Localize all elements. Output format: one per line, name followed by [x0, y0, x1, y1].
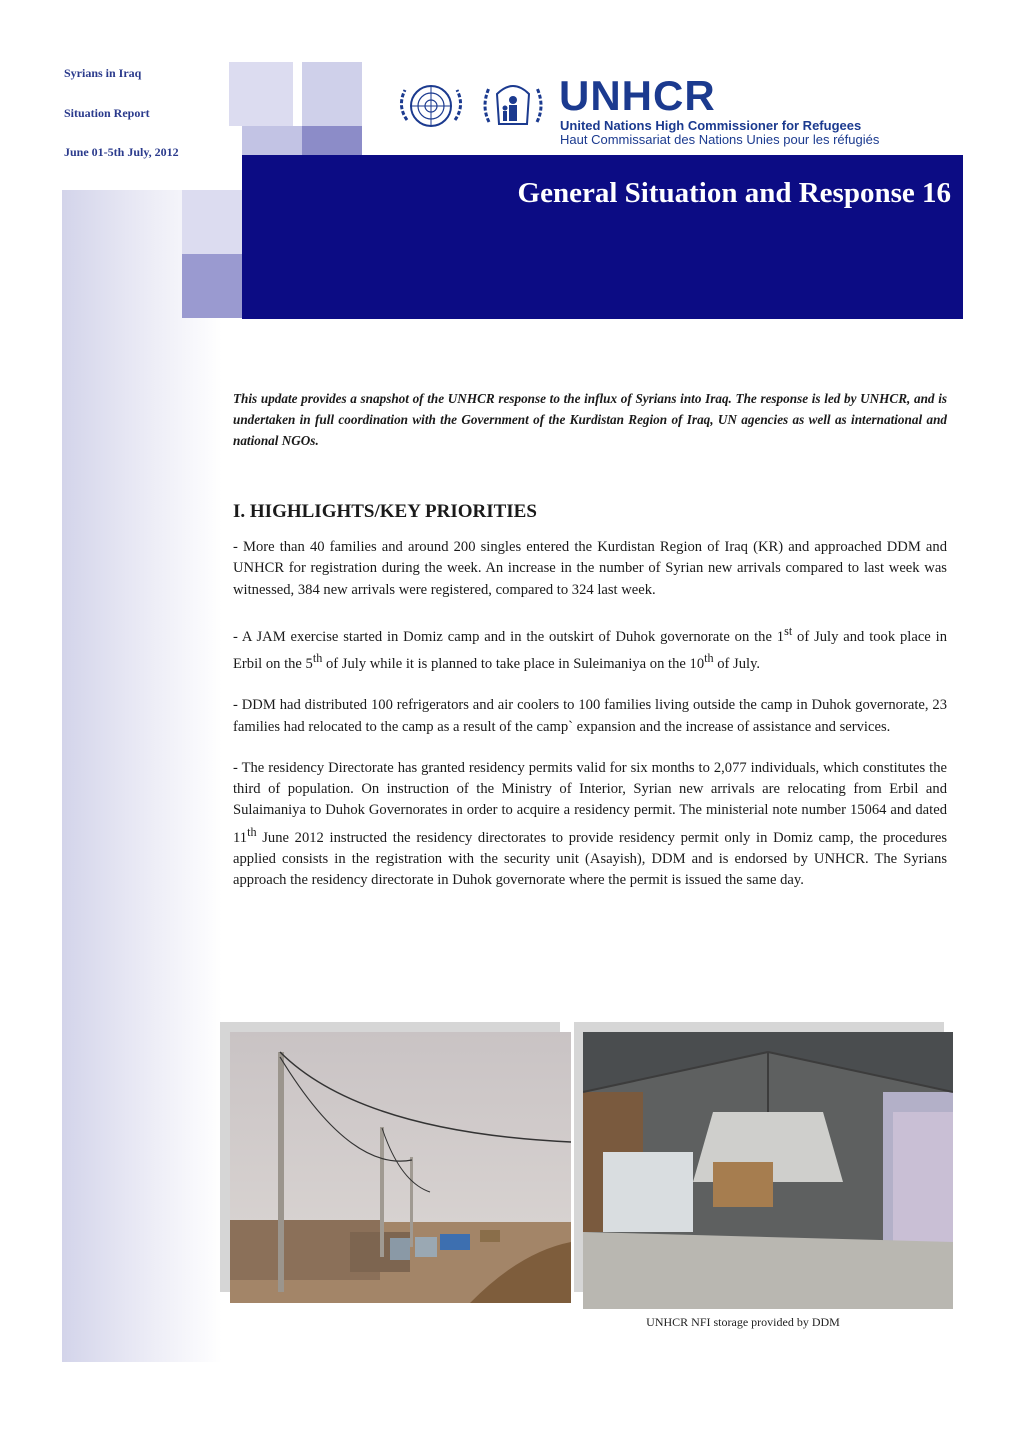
- superscript: th: [312, 651, 323, 666]
- highlight-paragraph-4: [233, 758, 947, 892]
- intro-paragraph: This update provides a snapshot of the UNHCR response to the influx of Syrians into Iraq. The response is led by UNHCR, and is undertaken in full coordination with the Government of the Kurdistan Region of Iraq, UN agencies as well as international and national NGOs.: [233, 391, 947, 448]
- un-emblem-icon: [393, 76, 469, 136]
- decor-square: [182, 254, 242, 318]
- decor-square: [302, 62, 362, 126]
- highlight-paragraph-3: - DDM had distributed 100 refrigerators and air coolers to 100 families living outside the camp in Duhok governorate, 23 families had relocated to the camp as a result of the camp` expansion and the increase of assistance and services.: [233, 697, 947, 735]
- text-run: - The residency Directorate has granted residency permits valid for six months to 2,077 individuals, which constitutes the third of population. On instruction of the Ministry of Interior, Syrian new arrivals are relocating from Erbil and Sulaimaniya to Duhok Governorates in order to acquire a residency permit. The ministerial note number 15064 and dated 11: [233, 759, 947, 846]
- text-run: of July while it is planned to take place in Suleimaniya on the 10: [322, 655, 705, 672]
- unhcr-emblem-icon: [475, 76, 551, 136]
- title-banner: [242, 155, 963, 319]
- superscript: th: [704, 651, 714, 666]
- brand-french: Haut Commissariat des Nations Unies pour les réfugiés: [560, 132, 880, 147]
- sidebar-gradient: [62, 190, 222, 1362]
- highlight-paragraph-2: [233, 621, 947, 675]
- report-type: Situation Report: [64, 106, 150, 120]
- highlight-paragraph-1: - More than 40 families and around 200 singles entered the Kurdistan Region of Iraq (KR) and approached DDM and UNHCR for registration during the week. An increase in the number of Syrian new arrivals compared to last week was witnessed, 384 new arrivals were registered, compared to 324 last week.: [233, 539, 947, 598]
- superscript: st: [784, 623, 793, 638]
- decor-square: [229, 62, 293, 126]
- report-series: Syrians in Iraq: [64, 66, 142, 80]
- section-heading: I. HIGHLIGHTS/KEY PRIORITIES: [233, 501, 537, 522]
- decor-square: [182, 190, 242, 254]
- brand-english: United Nations High Commissioner for Refugees: [560, 118, 862, 133]
- warehouse-photo: [583, 1032, 953, 1309]
- text-run: June 2012 instructed the residency directorates to provide residency permit only in Domiz camp, the procedures applied consists in the registration with the security unit (Asayish), DDM and is endorsed by UNHCR. The Syrians approach the residency directorate in Duhok governorate where the permit is issued the same day.: [233, 829, 947, 889]
- photo-caption: UNHCR NFI storage provided by DDM: [646, 1315, 840, 1329]
- logo-block: [393, 74, 963, 154]
- main-content: [233, 388, 947, 911]
- text-run: of July and took place in Erbil on the 5: [233, 628, 947, 672]
- report-period: June 01-5th July, 2012: [64, 145, 179, 159]
- superscript: th: [247, 824, 257, 839]
- camp-site-photo: [230, 1032, 571, 1303]
- document-title: General Situation and Response 16: [517, 177, 951, 209]
- brand-name: UNHCR: [559, 72, 716, 119]
- text-run: - A JAM exercise started in Domiz camp and in the outskirt of Duhok governorate on the 1: [233, 628, 785, 645]
- text-run: of July.: [713, 655, 761, 672]
